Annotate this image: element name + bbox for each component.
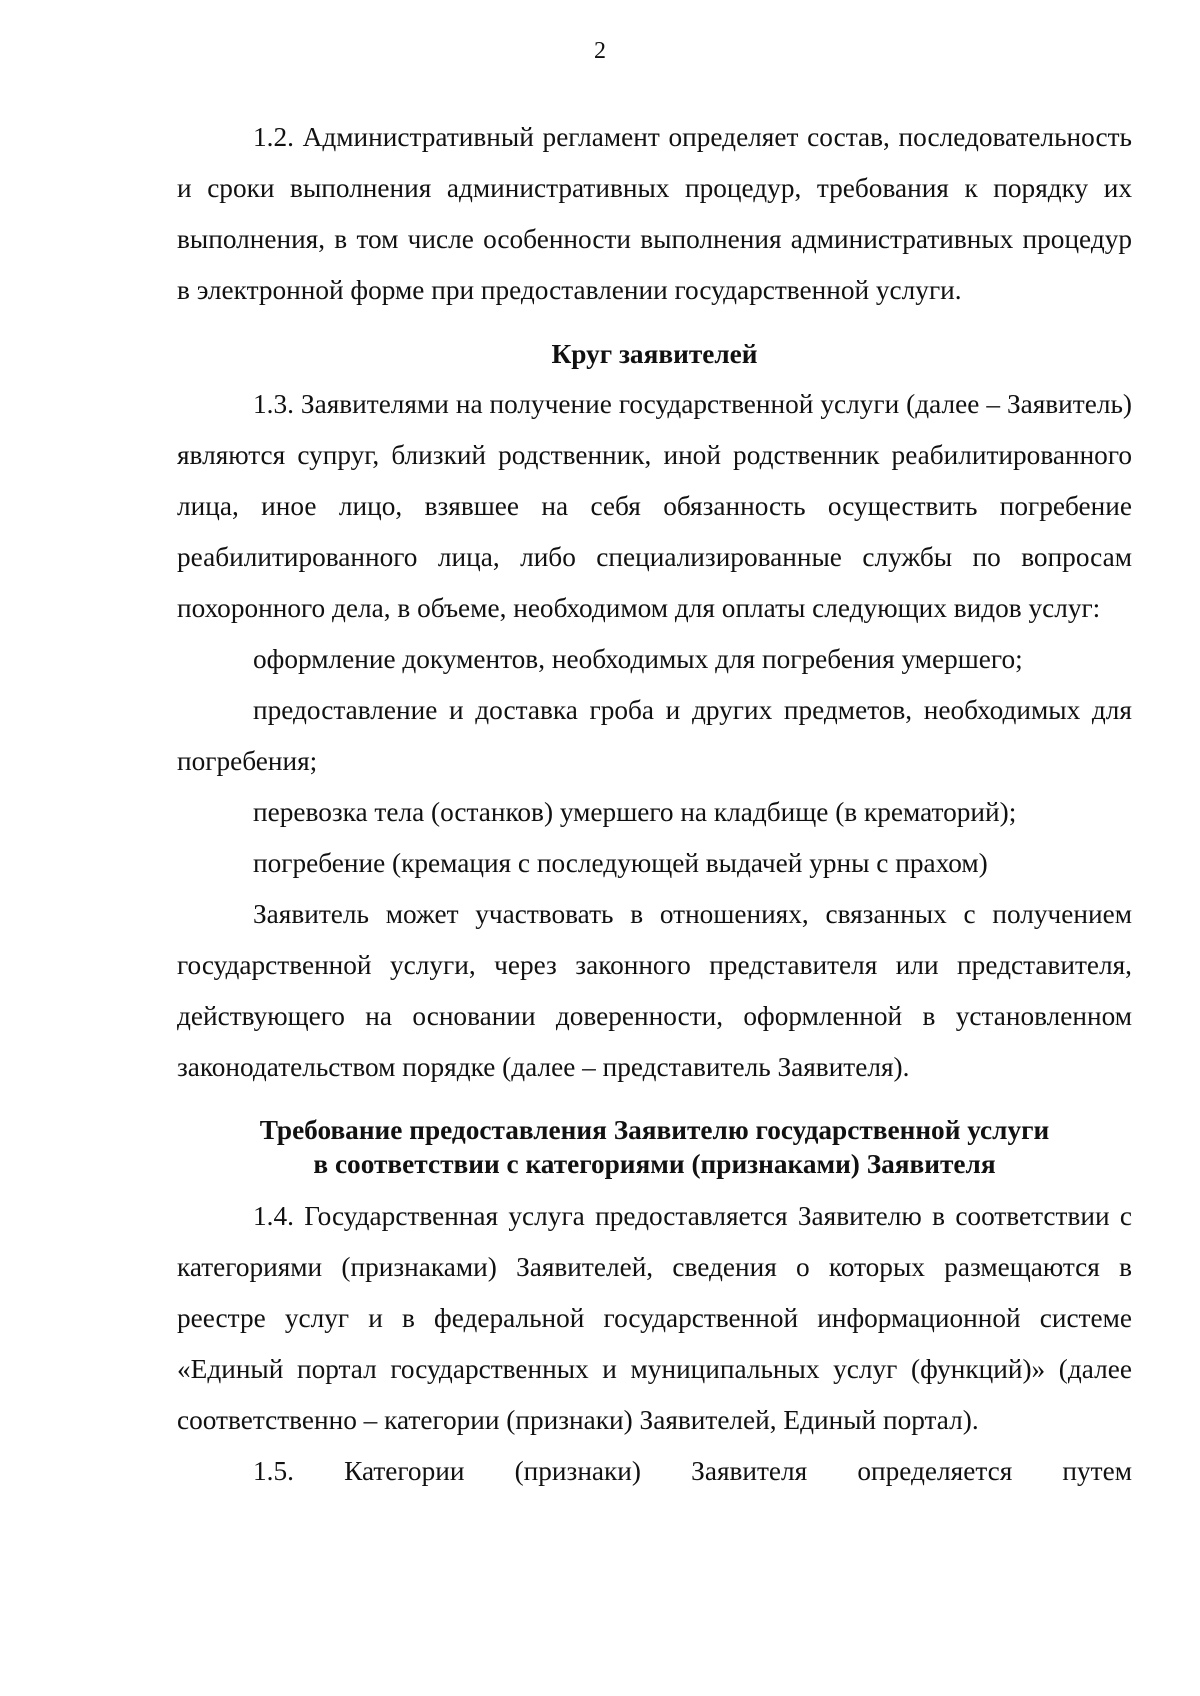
paragraph-1-4: 1.4. Государственная услуга предоставляется Заявителю в соответствии с категориями (признаками) Заявителей, сведения о которых размещаются в реестре услуг и в федеральной государственной информационной системе «Единый портал государственных и муниципальных услуг (функций)» (далее соответственно – категории (признаки) Заявителей, Единый портал). <box>177 1201 1132 1435</box>
service-item-1: оформление документов, необходимых для погребения умершего; <box>253 644 1023 674</box>
heading-circle-of-applicants: Круг заявителей <box>551 339 758 369</box>
service-item-2: предоставление и доставка гроба и других предметов, необходимых для погребения; <box>177 695 1132 776</box>
service-item-4: погребение (кремация с последующей выдачей урны с прахом) <box>253 848 988 878</box>
paragraph-1-2: 1.2. Административный регламент определяет состав, последовательность и сроки выполнения административных процедур, требования к порядку их выполнения, в том числе особенности выполнения административных процедур в электронной форме при предоставлении государственной услуги. <box>177 122 1132 305</box>
heading-requirement <box>177 1113 1132 1181</box>
service-item-3: перевозка тела (останков) умершего на кладбище (в крематорий); <box>253 797 1017 827</box>
paragraph-1-3: 1.3. Заявителями на получение государственной услуги (далее – Заявитель) являются супруг, близкий родственник, иной родственник реабилитированного лица, иное лицо, взявшее на себя обязанность осуществить погребение реабилитированного лица, либо специализированные службы по вопросам похоронного дела, в объеме, необходимом для оплаты следующих видов услуг: <box>177 389 1132 623</box>
paragraph-1-5: 1.5. Категории (признаки) Заявителя определяется путем <box>253 1456 1132 1486</box>
heading-requirement-line-1: Требование предоставления Заявителю государственной услуги <box>259 1115 1050 1145</box>
paragraph-representative: Заявитель может участвовать в отношениях, связанных с получением государственной услуги, через законного представителя или представителя, действующего на основании доверенности, оформленной в установленном законодательством порядке (далее – представитель Заявителя). <box>177 899 1132 1082</box>
heading-requirement-line-2: в соответствии с категориями (признаками) Заявителя <box>313 1149 996 1179</box>
page-number: 2 <box>594 38 606 64</box>
document-body <box>177 112 1132 1497</box>
